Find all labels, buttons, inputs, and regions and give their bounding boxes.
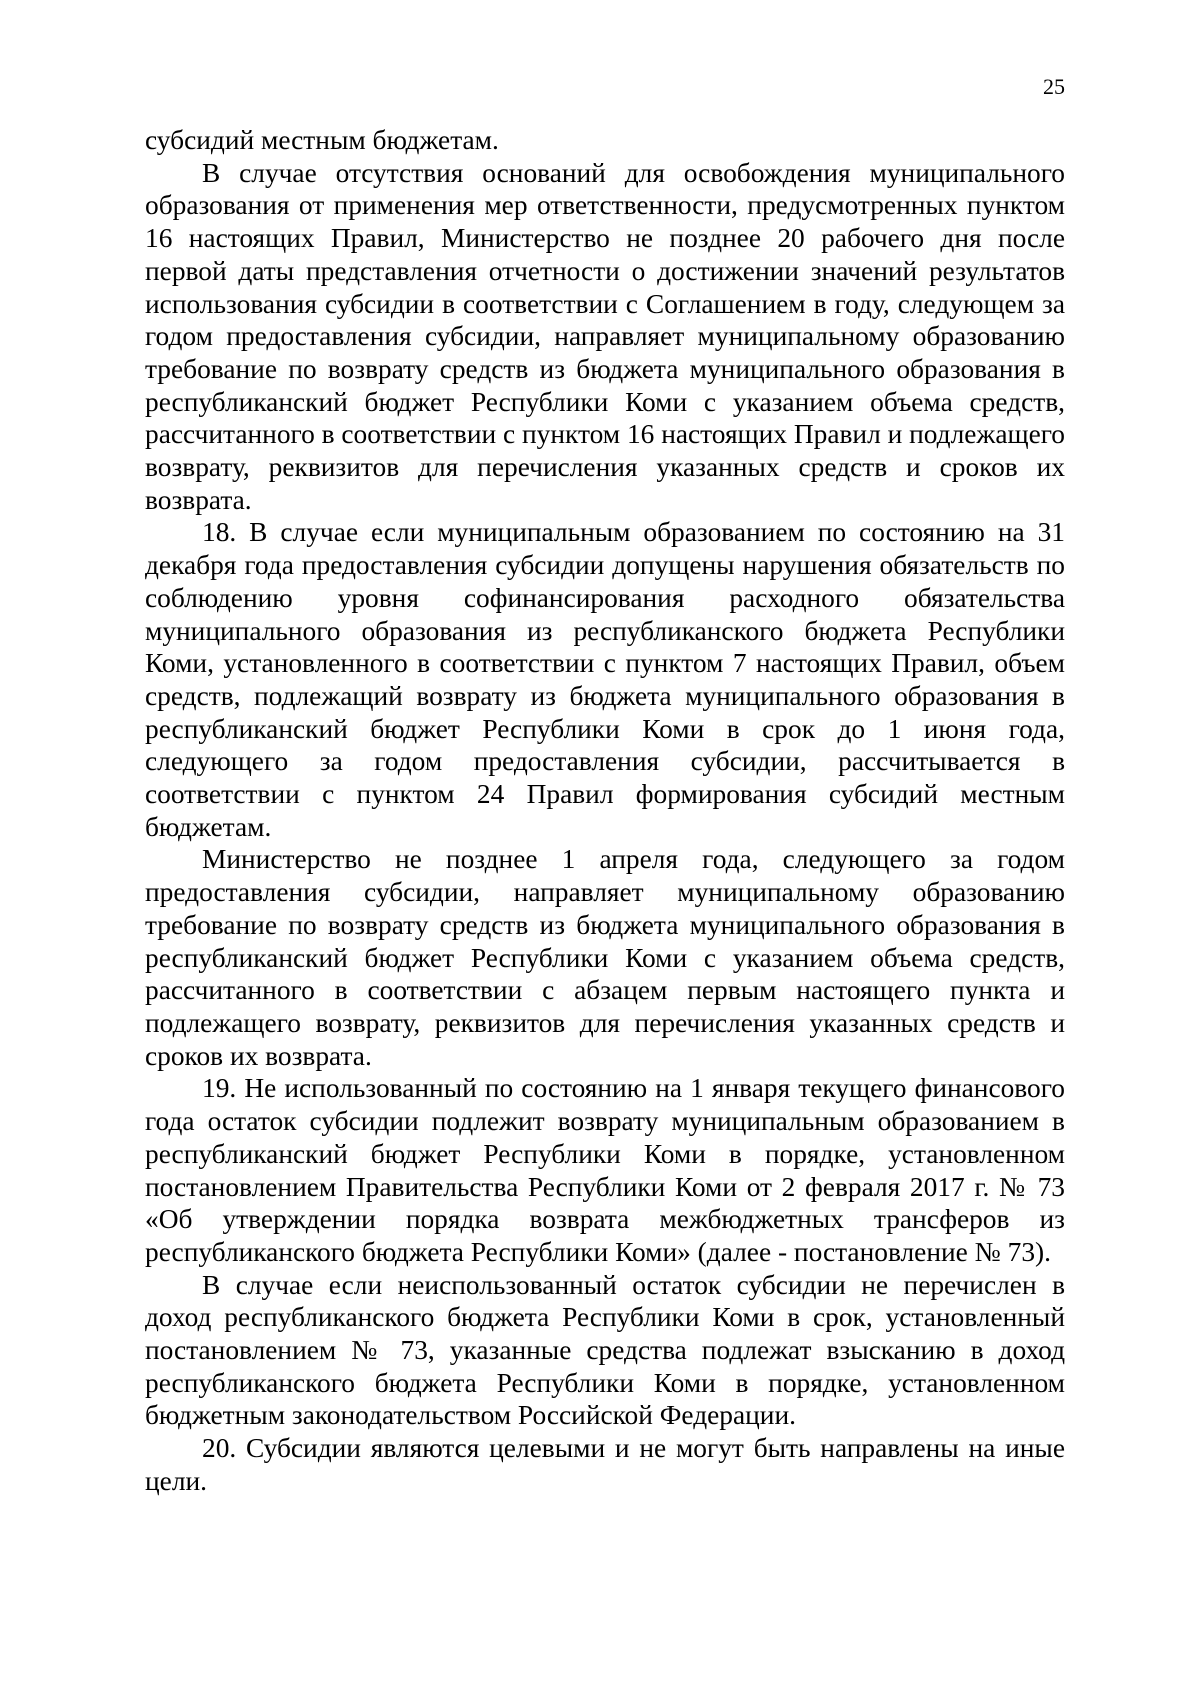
page-number: 25 <box>1043 74 1065 99</box>
paragraph: В случае отсутствия оснований для освобождения муниципального образования от применения мер ответственности, предусмотренных пунктом 16 настоящих Правил, Министерство не позднее 20 рабочего дня после первой даты представления отчетности о достижении значений результатов использования субсидии в соответствии с Соглашением в году, следующем за годом предоставления субсидии, направляет муниципальному образованию требование по возврату средств из бюджета муниципального образования в республиканский бюджет Республики Коми с указанием объема средств, рассчитанного в соответствии с пунктом 16 настоящих Правил и подлежащего возврату, реквизитов для перечисления указанных средств и сроков их возврата. <box>145 157 1065 515</box>
paragraph: В случае если неиспользованный остаток субсидии не перечислен в доход республиканского бюджета Республики Коми в срок, установленный постановлением № 73, указанные средства подлежат взысканию в доход республиканского бюджета Республики Коми в порядке, установленном бюджетным законодательством Российской Федерации. <box>145 1269 1065 1431</box>
paragraph-clause-19: 19. Не использованный по состоянию на 1 января текущего финансового года остаток субсидии подлежит возврату муниципальным образованием в республиканский бюджет Республики Коми в порядке, установленном постановлением Правительства Республики Коми от 2 февраля 2017 г. № 73 «Об утверждении порядка возврата межбюджетных трансферов из республиканского бюджета Республики Коми» (далее - постановление № 73). <box>145 1073 1065 1267</box>
paragraph: Министерство не позднее 1 апреля года, следующего за годом предоставления субсидии, направляет муниципальному образованию требование по возврату средств из бюджета муниципального образования в республиканский бюджет Республики Коми с указанием объема средств, рассчитанного в соответствии с абзацем первым настоящего пункта и подлежащего возврату, реквизитов для перечисления указанных средств и сроков их возврата. <box>145 844 1065 1071</box>
document-body <box>145 124 1065 1498</box>
paragraph-clause-18: 18. В случае если муниципальным образованием по состоянию на 31 декабря года предоставления субсидии допущены нарушения обязательств по соблюдению уровня софинансирования расходного обязательства муниципального образования из республиканского бюджета Республики Коми, установленного в соответствии с пунктом 7 настоящих Правил, объем средств, подлежащий возврату из бюджета муниципального образования в республиканский бюджет Республики Коми в срок до 1 июня года, следующего за годом предоставления субсидии, рассчитывается в соответствии с пунктом 24 Правил формирования субсидий местным бюджетам. <box>145 517 1065 842</box>
paragraph-clause-20: 20. Субсидии являются целевыми и не могут быть направлены на иные цели. <box>145 1433 1065 1496</box>
paragraph-continuation: субсидий местным бюджетам. <box>145 125 499 155</box>
